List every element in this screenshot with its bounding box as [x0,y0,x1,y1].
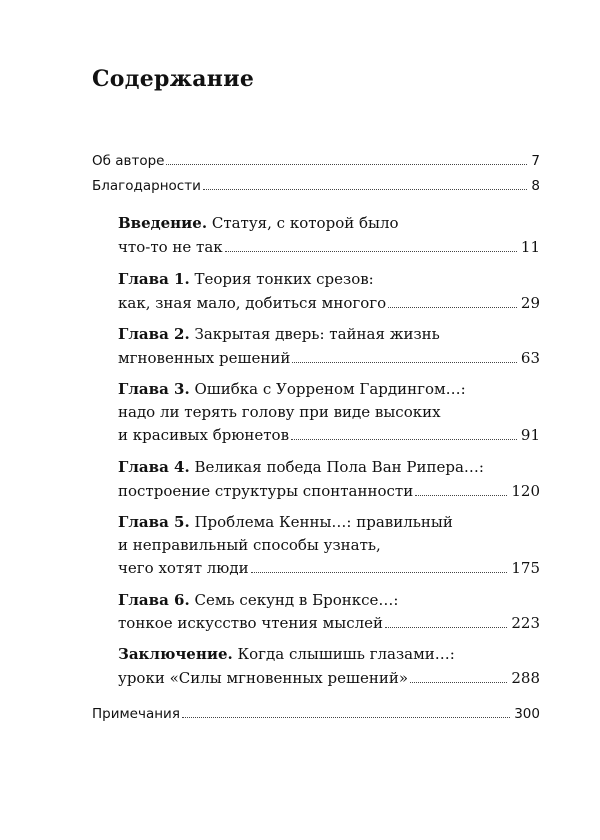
toc-entry-ch1-line2[interactable] [118,292,540,314]
toc-entry-title: уроки «Силы мгновенных решений» [118,669,408,687]
toc-entry-ch1-line1[interactable] [118,268,374,290]
toc-entry-title: построение структуры спонтанности [118,482,414,500]
dot-leader [251,571,508,573]
dot-leader [203,188,528,190]
toc-entry-prefix: Глава 4. [118,458,190,476]
toc-entry-title: надо ли терять голову при виде высоких [118,403,441,421]
toc-entry-ch5-line3[interactable] [118,557,540,579]
toc-entry-intro-line1[interactable] [118,212,399,234]
toc-entry-title: мгновенных решений [118,349,291,367]
dot-leader [291,438,517,440]
toc-entry-title: Статуя, с которой было [211,214,399,232]
toc-entry-page: 11 [520,238,540,256]
toc-entry-about-author[interactable] [92,150,540,172]
toc-entry-title: чего хотят люди [118,559,249,577]
toc-entry-conclusion-line1[interactable] [118,643,455,665]
toc-entry-ch3-line1[interactable] [118,378,466,400]
toc-entry-page: 7 [531,153,540,169]
toc-entry-label: Об авторе [92,153,165,169]
dot-leader [388,306,517,308]
toc-entry-title: Теория тонких срезов: [194,270,374,288]
toc-entry-title: Когда слышишь глазами…: [237,645,455,663]
toc-entry-title: Семь секунд в Бронксе…: [194,591,399,609]
dot-leader [415,494,507,496]
toc-entry-conclusion-line2[interactable] [118,667,540,689]
toc-entry-prefix: Заключение. [118,645,233,663]
toc-entry-ch2-line2[interactable] [118,347,540,369]
toc-entry-prefix: Глава 1. [118,270,190,288]
toc-entry-ch5-line1[interactable] [118,511,453,533]
toc-entry-title: Великая победа Пола Ван Рипера…: [194,458,484,476]
toc-entry-title: Закрытая дверь: тайная жизнь [194,325,440,343]
dot-leader [225,250,517,252]
toc-entry-title: Ошибка с Уорреном Гардингом…: [194,380,466,398]
toc-entry-page: 288 [511,669,540,687]
toc-entry-title: как, зная мало, добиться многого [118,294,387,312]
toc-entry-prefix: Введение. [118,214,208,232]
toc-entry-page: 175 [511,559,540,577]
dot-leader [385,626,507,628]
toc-entry-page: 300 [514,706,540,722]
toc-entry-ch6-line2[interactable] [118,612,540,634]
dot-leader [166,163,527,165]
toc-entry-label: Благодарности [92,178,201,194]
toc-entry-label: Примечания [92,706,180,722]
toc-entry-ch4-line2[interactable] [118,480,540,502]
toc-entry-page: 8 [531,178,540,194]
dot-leader [292,361,517,363]
toc-entry-intro-line2[interactable] [118,236,540,258]
toc-entry-page: 91 [520,426,540,444]
toc-entry-prefix: Глава 6. [118,591,190,609]
toc-entry-page: 120 [511,482,540,500]
toc-entry-acknowledgements[interactable] [92,175,540,197]
toc-entry-ch5-line2[interactable] [118,534,381,556]
toc-entry-ch3-line3[interactable] [118,424,540,446]
toc-entry-title: и красивых брюнетов [118,426,290,444]
toc-entry-ch2-line1[interactable] [118,323,440,345]
toc-entry-prefix: Глава 2. [118,325,190,343]
toc-entry-page: 29 [520,294,540,312]
toc-entry-ch4-line1[interactable] [118,456,484,478]
toc-entry-prefix: Глава 3. [118,380,190,398]
toc-entry-page: 63 [520,349,540,367]
toc-entry-page: 223 [511,614,540,632]
toc-entry-title: и неправильный способы узнать, [118,536,381,554]
toc-entry-title: Проблема Кенны…: правильный [194,513,453,531]
toc-entry-prefix: Глава 5. [118,513,190,531]
toc-entry-ch6-line1[interactable] [118,589,398,611]
toc-entry-title: что-то не так [118,238,223,256]
page-title: Содержание [92,66,255,92]
dot-leader [410,681,507,683]
toc-entry-notes[interactable] [92,703,540,725]
dot-leader [182,716,510,718]
toc-entry-title: тонкое искусство чтения мыслей [118,614,384,632]
toc-entry-ch3-line2[interactable] [118,401,441,423]
